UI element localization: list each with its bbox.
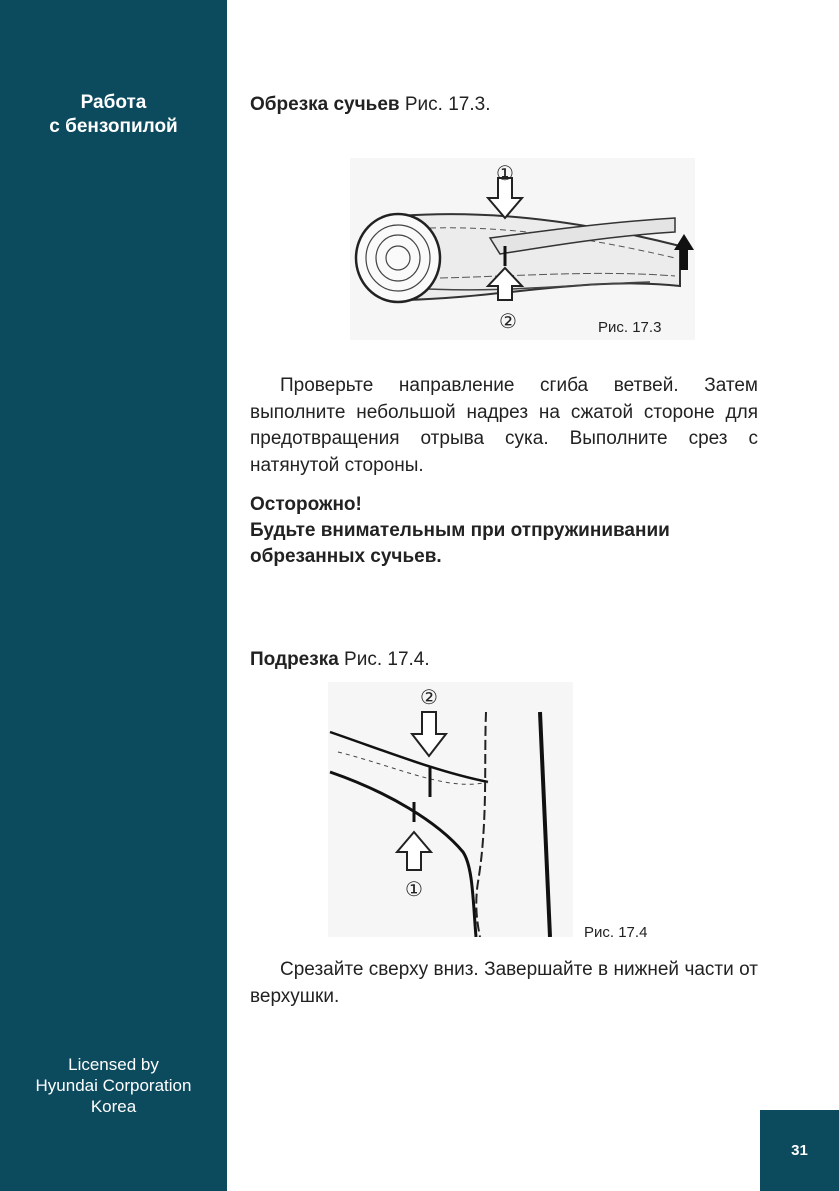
marker-2: ② [499, 309, 517, 333]
marker-2-fig2: ② [420, 685, 438, 709]
caution-block [250, 492, 770, 570]
license-line2: Hyundai Corporation [35, 1076, 192, 1095]
section1-heading-bold: Обрезка сучьев [250, 94, 400, 115]
caution-line3: обрезанных сучьев. [250, 546, 442, 567]
section2-heading-bold: Подрезка [250, 649, 339, 670]
section2-heading-ref: Рис. 17.4. [338, 649, 430, 670]
section-title [0, 91, 227, 139]
log-end [356, 214, 440, 302]
figure-17-4-background [328, 682, 573, 937]
figure-17-3 [350, 158, 695, 340]
license-line1: Licensed by [68, 1055, 159, 1074]
page-number: 31 [760, 1110, 839, 1191]
caution-title: Осторожно! [250, 494, 362, 515]
marker-1: ① [496, 161, 514, 185]
marker-1-fig2: ① [405, 877, 423, 901]
license-line3: Korea [90, 1097, 137, 1116]
section-title-line2: с бензопилой [49, 116, 178, 137]
license-note [0, 1054, 227, 1117]
section1-heading-ref: Рис. 17.3. [399, 94, 491, 115]
caution-line2: Будьте внимательным при отпружинивании [250, 520, 670, 541]
sidebar [0, 0, 227, 1191]
section2-paragraph: Срезайте сверху вниз. Завершайте в нижней части от верхушки. [250, 959, 758, 1007]
section1-heading [250, 94, 490, 116]
section2-heading [250, 649, 430, 671]
figure-17-4-caption: Рис. 17.4 [584, 924, 648, 941]
figure-17-4 [328, 682, 573, 937]
section1-paragraph: Проверьте направление сгиба ветвей. Затем выполните небольшой надрез на сжатой стороне для предотвращения отрыва сука. Выполните срез с натянутой стороны. [250, 375, 758, 476]
section-title-line1: Работа [80, 92, 147, 113]
figure-17-3-caption: Рис. 17.3 [598, 319, 662, 336]
